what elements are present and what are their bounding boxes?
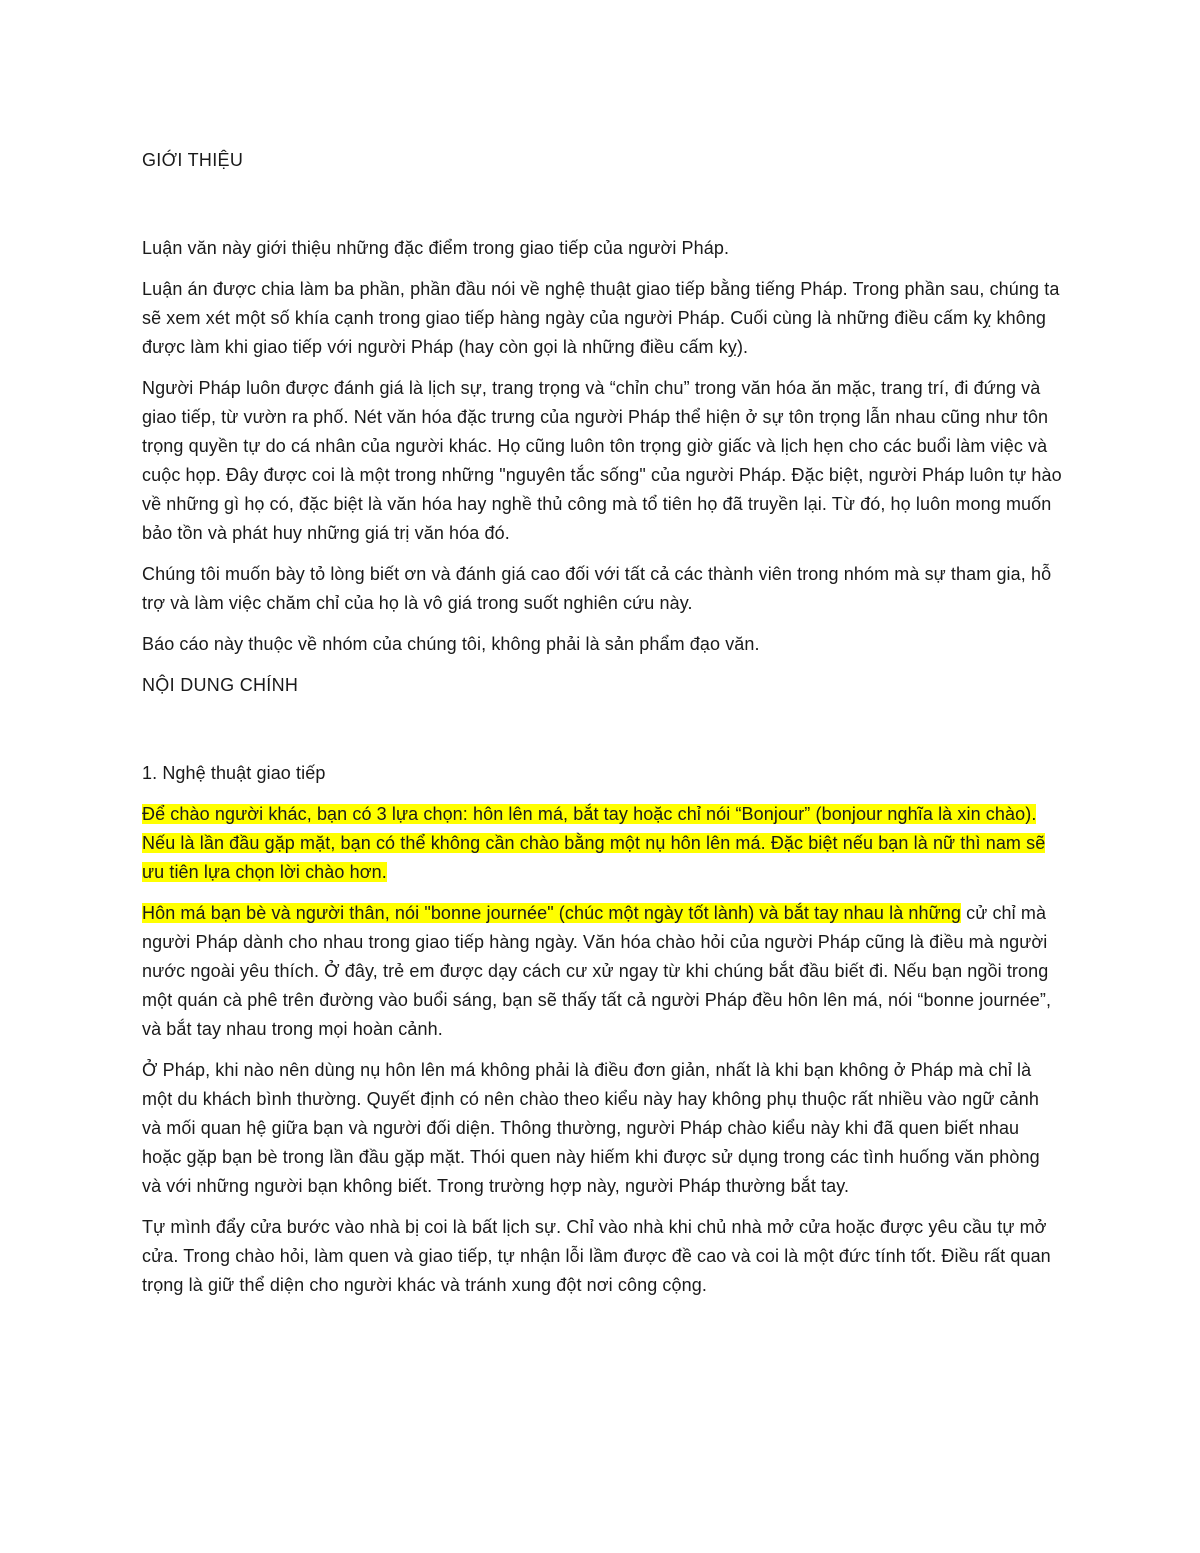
intro-heading: GIỚI THIỆU bbox=[142, 150, 244, 170]
section-1-paragraph-1 bbox=[142, 800, 1062, 887]
intro-paragraph-5: Báo cáo này thuộc về nhóm của chúng tôi, không phải là sản phẩm đạo văn. bbox=[142, 634, 760, 654]
spacer bbox=[142, 712, 1062, 759]
intro-paragraph-1: Luận văn này giới thiệu những đặc điểm trong giao tiếp của người Pháp. bbox=[142, 238, 730, 258]
section-1-paragraph-3: Ở Pháp, khi nào nên dùng nụ hôn lên má không phải là điều đơn giản, nhất là khi bạn không ở Pháp mà chỉ là một du khách bình thường. Quyết định có nên chào theo kiểu này hay không phụ thuộc rất nhiều vào ngữ cảnh và mối quan hệ giữa bạn và người đối diện. Thông thường, người Pháp chào kiểu này khi đã quen biết nhau hoặc gặp bạn bè trong lần đầu gặp mặt. Thói quen này hiếm khi được sử dụng trong các tình huống văn phòng và với những người bạn không biết. Trong trường hợp này, người Pháp thường bắt tay. bbox=[142, 1060, 1040, 1196]
section-1-paragraph-4: Tự mình đẩy cửa bước vào nhà bị coi là bất lịch sự. Chỉ vào nhà khi chủ nhà mở cửa hoặc được yêu cầu tự mở cửa. Trong chào hỏi, làm quen và giao tiếp, tự nhận lỗi lầm được đề cao và coi là một đức tính tốt. Điều rất quan trọng là giữ thể diện cho người khác và tránh xung đột nơi công cộng. bbox=[142, 1217, 1051, 1295]
intro-paragraph-2: Luận án được chia làm ba phần, phần đầu nói về nghệ thuật giao tiếp bằng tiếng Pháp. Trong phần sau, chúng ta sẽ xem xét một số khía cạnh trong giao tiếp hàng ngày của người Pháp. Cuối cùng là những điều cấm kỵ không được làm khi giao tiếp với người Pháp (hay còn gọi là những điều cấm kỵ). bbox=[142, 279, 1060, 357]
section-1-paragraph-2 bbox=[142, 899, 1062, 1044]
document-body bbox=[142, 146, 1062, 1312]
section-1-title: 1. Nghệ thuật giao tiếp bbox=[142, 763, 326, 783]
intro-paragraph-3: Người Pháp luôn được đánh giá là lịch sự, trang trọng và “chỉn chu” trong văn hóa ăn mặc, trang trí, đi đứng và giao tiếp, từ vườn ra phố. Nét văn hóa đặc trưng của người Pháp thể hiện ở sự tôn trọng lẫn nhau cũng như tôn trọng quyền tự do cá nhân của người khác. Họ cũng luôn tôn trọng giờ giấc và lịch hẹn cho các buổi làm việc và cuộc họp. Đây được coi là một trong những "nguyên tắc sống" của người Pháp. Đặc biệt, người Pháp luôn tự hào về những gì họ có, đặc biệt là văn hóa hay nghề thủ công mà tổ tiên họ đã truyền lại. Từ đó, họ luôn mong muốn bảo tồn và phát huy những giá trị văn hóa đó. bbox=[142, 378, 1062, 543]
main-heading: NỘI DUNG CHÍNH bbox=[142, 675, 299, 695]
highlighted-text: Hôn má bạn bè và người thân, nói "bonne journée" (chúc một ngày tốt lành) và bắt tay nhau là những bbox=[142, 903, 961, 923]
paragraph-text: cử chỉ mà người Pháp dành cho nhau trong giao tiếp hàng ngày. Văn hóa chào hỏi của người Pháp cũng là điều mà người nước ngoài yêu thích. Ở đây, trẻ em được dạy cách cư xử ngay từ khi chúng bắt đầu biết đi. Nếu bạn ngồi trong một quán cà phê trên đường vào buổi sáng, bạn sẽ thấy tất cả người Pháp đều hôn lên má, nói “bonne journée”, và bắt tay nhau trong mọi hoàn cảnh. bbox=[142, 903, 1052, 1039]
intro-paragraph-4: Chúng tôi muốn bày tỏ lòng biết ơn và đánh giá cao đối với tất cả các thành viên trong nhóm mà sự tham gia, hỗ trợ và làm việc chăm chỉ của họ là vô giá trong suốt nghiên cứu này. bbox=[142, 564, 1052, 613]
spacer bbox=[142, 187, 1062, 234]
highlighted-text: Để chào người khác, bạn có 3 lựa chọn: hôn lên má, bắt tay hoặc chỉ nói “Bonjour” (bonjour nghĩa là xin chào). Nếu là lần đầu gặp mặt, bạn có thể không cần chào bằng một nụ hôn lên má. Đặc biệt nếu bạn là nữ thì nam sẽ ưu tiên lựa chọn lời chào hơn. bbox=[142, 804, 1046, 882]
